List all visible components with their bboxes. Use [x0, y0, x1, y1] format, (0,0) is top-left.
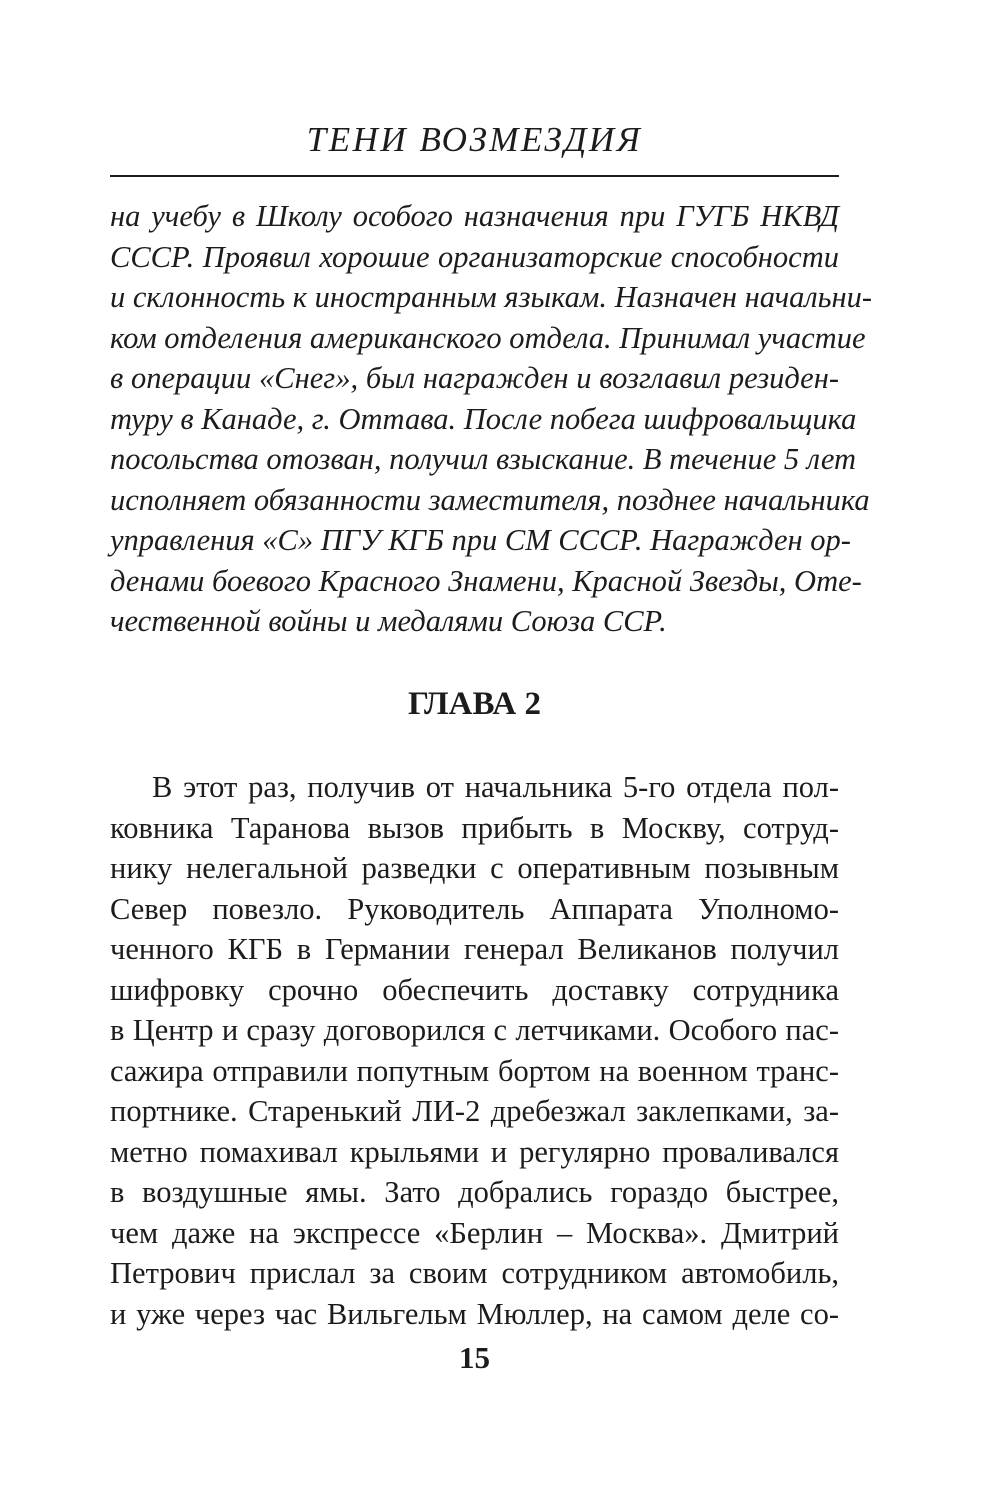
- text-line: ковника Таранова вызов прибыть в Москву, сотруд-: [110, 810, 839, 845]
- text-line: денами боевого Красного Знамени, Красной Звезды, Оте-: [110, 563, 862, 598]
- text-line: в Центр и сразу договорился с летчиками. Особого пас-: [110, 1013, 839, 1047]
- text-line: нику нелегальной разведки с оперативным позывным: [110, 851, 839, 885]
- text-line: Петрович прислал за своим сотрудником автомобиль,: [110, 1256, 839, 1290]
- text-line: шифровку срочно обеспечить доставку сотрудника: [110, 972, 839, 1007]
- text-line: туру в Канаде, г. Оттава. После побега шифровальщика: [110, 401, 857, 436]
- page-number: 15: [459, 1340, 490, 1375]
- text-line: чем даже на экспрессе «Берлин – Москва». Дмитрий: [110, 1215, 839, 1250]
- body-paragraph: [110, 767, 839, 1334]
- text-line: портнике. Старенький ЛИ-2 дребезжал заклепками, за-: [110, 1094, 839, 1128]
- text-line: в операции «Снег», был награжден и возглавил резиден-: [110, 361, 839, 395]
- text-line: и склонность к иностранным языкам. Назначен начальни-: [110, 280, 873, 314]
- text-line: В этот раз, получив от начальника 5-го отдела пол-: [152, 770, 839, 804]
- text-line: ком отделения американского отдела. Принимал участие: [110, 320, 866, 355]
- text-line: исполняет обязанности заместителя, позднее начальника: [110, 482, 870, 517]
- text-line: посольства отозван, получил взыскание. В течение 5 лет: [110, 442, 856, 476]
- text-line: сажира отправили попутным бортом на военном транс-: [110, 1053, 839, 1088]
- running-head: ТЕНИ ВОЗМЕЗДИЯ: [306, 120, 643, 159]
- text-line: метно помахивал крыльями и регулярно проваливался: [110, 1134, 839, 1169]
- header-rule: [110, 175, 839, 177]
- text-line: в воздушные ямы. Зато добрались гораздо быстрее,: [110, 1175, 839, 1209]
- italic-biography-paragraph: [110, 196, 873, 642]
- text-line: Север повезло. Руководитель Аппарата Уполномо-: [110, 891, 839, 926]
- text-line: на учебу в Школу особого назначения при ГУГБ НКВД: [110, 199, 839, 233]
- text-line: чественной войны и медалями Союза ССР.: [110, 604, 667, 638]
- text-line: и уже через час Вильгельм Мюллер, на самом деле со-: [110, 1296, 839, 1331]
- text-line: СССР. Проявил хорошие организаторские способности: [110, 239, 839, 274]
- chapter-title: ГЛАВА 2: [408, 686, 541, 722]
- text-line: управления «С» ПГУ КГБ при СМ СССР. Награжден ор-: [110, 523, 851, 557]
- text-line: ченного КГБ в Германии генерал Великанов получил: [110, 932, 839, 966]
